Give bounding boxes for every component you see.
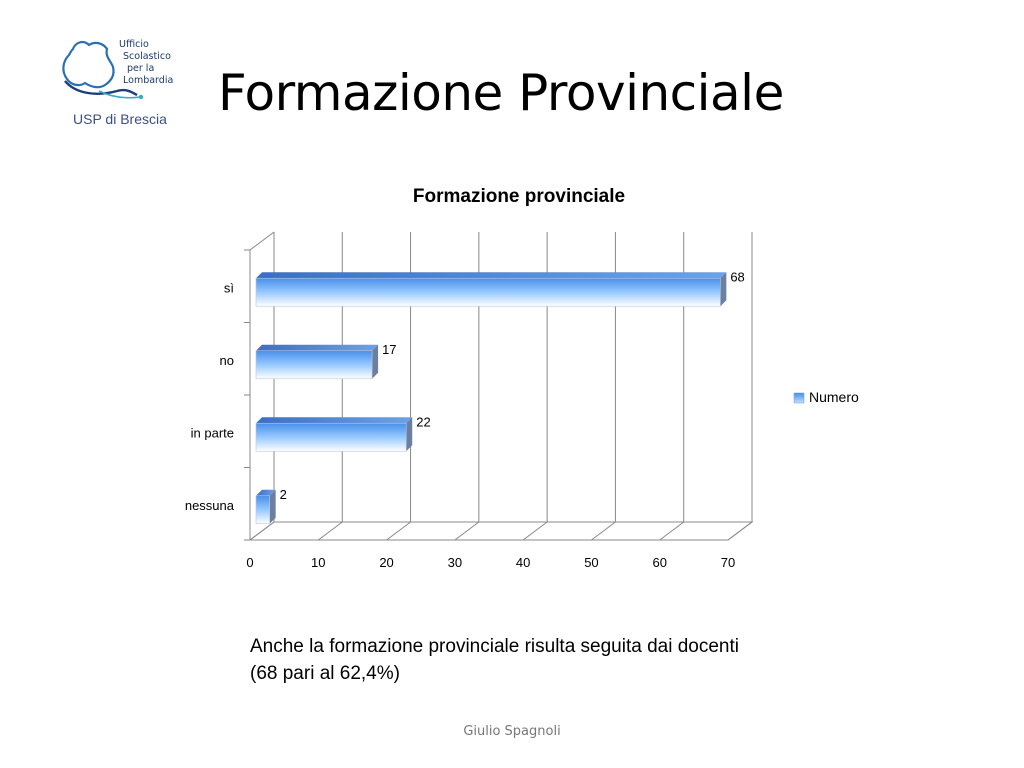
bar-top	[256, 272, 726, 278]
logo-caption: USP di Brescia	[73, 111, 167, 127]
chart-title: Formazione provinciale	[412, 186, 626, 207]
y-tick-label: no	[219, 352, 234, 368]
logo-line: per la	[127, 63, 155, 74]
bar-side	[406, 417, 412, 451]
gridline	[523, 522, 547, 540]
gridline	[455, 522, 479, 540]
data-label: 17	[382, 341, 397, 357]
x-tick-label: 50	[584, 555, 599, 570]
data-label: 22	[416, 414, 431, 430]
x-tick-label: 10	[311, 555, 326, 570]
logo-line: Ufficio	[119, 39, 149, 50]
slide-caption	[250, 633, 739, 687]
chart-left-wall	[250, 232, 274, 250]
x-tick-label: 20	[379, 555, 394, 570]
caption-line: (68 pari al 62,4%)	[250, 663, 400, 684]
bar-top	[256, 345, 378, 351]
bar-side	[720, 272, 726, 306]
logo-line: Lombardia	[123, 75, 174, 86]
x-tick-label: 60	[652, 555, 667, 570]
bar	[256, 423, 406, 451]
gridline	[591, 522, 615, 540]
slide-title: Formazione Provinciale	[218, 64, 784, 122]
gridline	[660, 522, 684, 540]
gridline	[387, 522, 411, 540]
x-tick-label: 40	[515, 555, 531, 570]
y-tick-label: in parte	[190, 425, 234, 441]
x-tick-label: 0	[246, 555, 254, 570]
bar	[256, 496, 270, 524]
gridline	[728, 522, 752, 540]
y-tick-label: sì	[223, 280, 234, 296]
footer-author: Giulio Spagnoli	[463, 724, 561, 739]
logo-line: Scolastico	[123, 51, 171, 62]
chart-floor	[250, 522, 752, 540]
bar-side	[270, 490, 276, 524]
gridline	[250, 522, 274, 540]
legend-swatch	[794, 393, 804, 403]
bar-top	[256, 417, 412, 423]
legend-label: Numero	[809, 389, 859, 405]
data-label: 68	[730, 269, 745, 285]
x-tick-label: 30	[447, 555, 463, 570]
y-tick-label: nessuna	[184, 497, 234, 513]
chart-legend	[794, 389, 859, 405]
bar	[256, 351, 372, 379]
data-label: 2	[279, 486, 287, 502]
gridline	[318, 522, 342, 540]
caption-line: Anche la formazione provinciale risulta seguita dai docenti	[250, 636, 739, 657]
bar	[256, 278, 720, 306]
x-tick-label: 70	[720, 555, 736, 570]
bar-side	[372, 345, 378, 379]
